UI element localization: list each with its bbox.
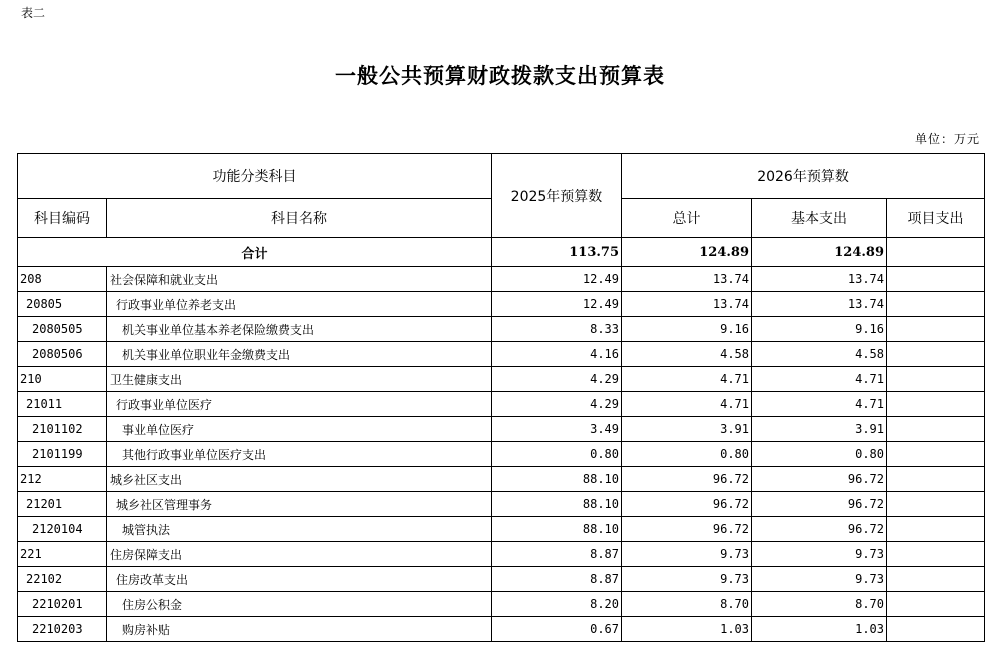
row-budget-2025: 8.20 xyxy=(492,592,622,617)
row-project xyxy=(887,617,985,642)
row-basic: 8.70 xyxy=(752,592,887,617)
row-total: 0.80 xyxy=(622,442,752,467)
row-project xyxy=(887,292,985,317)
row-code: 212 xyxy=(18,467,107,492)
row-project xyxy=(887,492,985,517)
total-2025: 113.75 xyxy=(492,238,622,267)
row-name: 住房改革支出 xyxy=(107,567,492,592)
row-budget-2025: 0.67 xyxy=(492,617,622,642)
budget-table xyxy=(17,153,985,642)
row-project xyxy=(887,367,985,392)
row-basic: 13.74 xyxy=(752,267,887,292)
row-total: 96.72 xyxy=(622,467,752,492)
total-basic: 124.89 xyxy=(752,238,887,267)
row-total: 13.74 xyxy=(622,292,752,317)
row-basic: 9.73 xyxy=(752,567,887,592)
row-code: 210 xyxy=(18,367,107,392)
row-total: 96.72 xyxy=(622,517,752,542)
table-row xyxy=(18,567,985,592)
header-name: 科目名称 xyxy=(107,199,492,238)
table-row xyxy=(18,292,985,317)
row-basic: 13.74 xyxy=(752,292,887,317)
row-code: 2080506 xyxy=(18,342,107,367)
row-budget-2025: 88.10 xyxy=(492,467,622,492)
row-total: 3.91 xyxy=(622,417,752,442)
header-project: 项目支出 xyxy=(887,199,985,238)
row-basic: 4.71 xyxy=(752,367,887,392)
row-name: 卫生健康支出 xyxy=(107,367,492,392)
total-row xyxy=(18,238,985,267)
row-total: 1.03 xyxy=(622,617,752,642)
table-row xyxy=(18,592,985,617)
row-project xyxy=(887,267,985,292)
row-name: 住房保障支出 xyxy=(107,542,492,567)
row-name: 事业单位医疗 xyxy=(107,417,492,442)
row-total: 9.73 xyxy=(622,542,752,567)
row-total: 13.74 xyxy=(622,267,752,292)
table-row xyxy=(18,442,985,467)
row-basic: 96.72 xyxy=(752,467,887,492)
table-row xyxy=(18,417,985,442)
row-total: 9.73 xyxy=(622,567,752,592)
row-project xyxy=(887,467,985,492)
header-row-1 xyxy=(18,154,985,199)
row-basic: 0.80 xyxy=(752,442,887,467)
row-budget-2025: 12.49 xyxy=(492,267,622,292)
row-code: 21201 xyxy=(18,492,107,517)
page-title: 一般公共预算财政拨款支出预算表 xyxy=(335,63,665,88)
row-basic: 96.72 xyxy=(752,517,887,542)
row-code: 2080505 xyxy=(18,317,107,342)
header-basic: 基本支出 xyxy=(752,199,887,238)
row-project xyxy=(887,317,985,342)
row-project xyxy=(887,542,985,567)
row-name: 机关事业单位职业年金缴费支出 xyxy=(107,342,492,367)
table-row xyxy=(18,467,985,492)
row-name: 行政事业单位医疗 xyxy=(107,392,492,417)
row-code: 2210203 xyxy=(18,617,107,642)
table-row xyxy=(18,317,985,342)
header-func-class: 功能分类科目 xyxy=(18,154,492,199)
row-total: 9.16 xyxy=(622,317,752,342)
row-code: 2120104 xyxy=(18,517,107,542)
row-budget-2025: 12.49 xyxy=(492,292,622,317)
row-budget-2025: 0.80 xyxy=(492,442,622,467)
row-project xyxy=(887,417,985,442)
row-budget-2025: 88.10 xyxy=(492,492,622,517)
row-project xyxy=(887,392,985,417)
total-project xyxy=(887,238,985,267)
row-budget-2025: 3.49 xyxy=(492,417,622,442)
row-total: 8.70 xyxy=(622,592,752,617)
row-budget-2025: 8.33 xyxy=(492,317,622,342)
row-name: 行政事业单位养老支出 xyxy=(107,292,492,317)
row-project xyxy=(887,442,985,467)
unit-label: 单位：万元 xyxy=(914,132,980,146)
table-row xyxy=(18,517,985,542)
row-project xyxy=(887,342,985,367)
row-project xyxy=(887,517,985,542)
row-code: 2101102 xyxy=(18,417,107,442)
row-name: 城管执法 xyxy=(107,517,492,542)
header-budget-2026: 2026年预算数 xyxy=(622,154,985,199)
row-project xyxy=(887,567,985,592)
row-basic: 4.71 xyxy=(752,392,887,417)
row-code: 208 xyxy=(18,267,107,292)
table-row xyxy=(18,492,985,517)
row-code: 2101199 xyxy=(18,442,107,467)
row-name: 机关事业单位基本养老保险缴费支出 xyxy=(107,317,492,342)
row-budget-2025: 4.16 xyxy=(492,342,622,367)
row-total: 4.58 xyxy=(622,342,752,367)
row-name: 城乡社区支出 xyxy=(107,467,492,492)
table-row xyxy=(18,267,985,292)
row-total: 96.72 xyxy=(622,492,752,517)
row-code: 21011 xyxy=(18,392,107,417)
header-total: 总计 xyxy=(622,199,752,238)
row-budget-2025: 4.29 xyxy=(492,392,622,417)
row-code: 2210201 xyxy=(18,592,107,617)
table-row xyxy=(18,617,985,642)
table-row xyxy=(18,392,985,417)
row-code: 22102 xyxy=(18,567,107,592)
row-name: 住房公积金 xyxy=(107,592,492,617)
row-budget-2025: 8.87 xyxy=(492,542,622,567)
row-name: 城乡社区管理事务 xyxy=(107,492,492,517)
row-name: 其他行政事业单位医疗支出 xyxy=(107,442,492,467)
row-code: 221 xyxy=(18,542,107,567)
row-basic: 96.72 xyxy=(752,492,887,517)
row-basic: 1.03 xyxy=(752,617,887,642)
row-basic: 4.58 xyxy=(752,342,887,367)
table-tag: 表二 xyxy=(21,6,46,20)
total-total: 124.89 xyxy=(622,238,752,267)
row-basic: 9.73 xyxy=(752,542,887,567)
header-budget-2025: 2025年预算数 xyxy=(492,154,622,238)
row-code: 20805 xyxy=(18,292,107,317)
row-total: 4.71 xyxy=(622,392,752,417)
row-name: 购房补贴 xyxy=(107,617,492,642)
row-total: 4.71 xyxy=(622,367,752,392)
row-basic: 3.91 xyxy=(752,417,887,442)
row-basic: 9.16 xyxy=(752,317,887,342)
row-budget-2025: 88.10 xyxy=(492,517,622,542)
table-row xyxy=(18,542,985,567)
row-budget-2025: 8.87 xyxy=(492,567,622,592)
row-project xyxy=(887,592,985,617)
table-row xyxy=(18,342,985,367)
header-code: 科目编码 xyxy=(18,199,107,238)
table-row xyxy=(18,367,985,392)
total-label: 合计 xyxy=(18,238,492,267)
row-budget-2025: 4.29 xyxy=(492,367,622,392)
row-name: 社会保障和就业支出 xyxy=(107,267,492,292)
